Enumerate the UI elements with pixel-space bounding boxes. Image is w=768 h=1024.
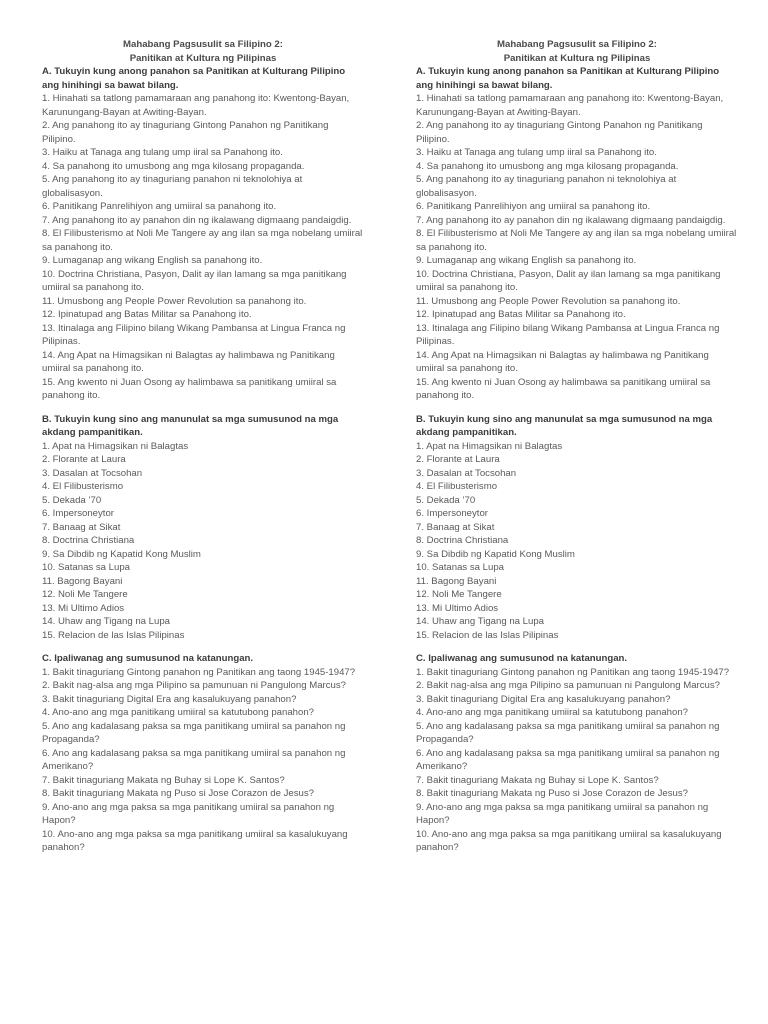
question-item: 11. Bagong Bayani — [42, 575, 123, 587]
question-item: 2. Florante at Laura — [42, 454, 126, 465]
question-item: 5. Ano ang kadalasang paksa sa mga panitikang umiiral sa panahon ng Propaganda? — [42, 720, 346, 745]
question-item: 13. Itinalaga ang Filipino bilang Wikang Pambansa at Lingua Franca ng Pilipinas. — [416, 322, 720, 347]
question-item: 10. Doctrina Christiana, Pasyon, Dalit ay ilan lamang sa mga panitikang umiiral sa panahong ito. — [416, 268, 721, 293]
question-item: 11. Umusbong ang People Power Revolution sa panahong ito. — [416, 295, 681, 307]
question-item: 13. Mi Ultimo Adios — [42, 602, 125, 614]
question-item: 8. El Filibusterismo at Noli Me Tangere ay ang ilan sa mga nobelang umiiral sa panahong ito. — [416, 228, 737, 253]
question-item: 10. Doctrina Christiana, Pasyon, Dalit ay ilan lamang sa mga panitikang umiiral sa panahong ito. — [42, 268, 347, 293]
question-item: 4. Sa panahong ito umusbong ang mga kilosang propaganda. — [416, 160, 679, 172]
question-item: 2. Ang panahong ito ay tinaguriang Gintong Panahon ng Panitikang Pilipino. — [416, 120, 703, 145]
question-item: 1. Hinahati sa tatlong pamamaraan ang panahong ito: Kwentong-Bayan, Karunungang-Bayan at Awiting-Bayan. — [416, 93, 724, 118]
question-item: 9. Sa Dibdib ng Kapatid Kong Muslim — [416, 548, 575, 560]
question-item: 6. Panitikang Panrelihiyon ang umiiral sa panahong ito. — [416, 201, 651, 212]
question-item: 5. Dekada ’70 — [416, 494, 476, 506]
question-item: 7. Bakit tinaguriang Makata ng Buhay si Lope K. Santos? — [416, 774, 659, 786]
exam-sheet — [42, 38, 738, 865]
question-item: 4. El Filibusterismo — [416, 481, 498, 492]
question-item: 10. Ano-ano ang mga paksa sa mga panitikang umiiral sa kasalukuyang panahon? — [416, 828, 722, 853]
question-item: 9. Ano-ano ang mga paksa sa mga panitikang umiiral sa panahon ng Hapon? — [416, 801, 709, 826]
exam-copy-left — [42, 38, 364, 865]
section-heading: C. Ipaliwanag ang sumusunod na katanungan. — [42, 653, 254, 664]
question-item: 11. Umusbong ang People Power Revolution sa panahong ito. — [42, 295, 307, 307]
question-item: 10. Satanas sa Lupa — [416, 562, 505, 573]
question-item: 8. Doctrina Christiana — [42, 535, 135, 546]
question-item: 2. Ang panahong ito ay tinaguriang Gintong Panahon ng Panitikang Pilipino. — [42, 120, 329, 145]
question-item: 6. Panitikang Panrelihiyon ang umiiral sa panahong ito. — [42, 201, 277, 212]
question-item: 3. Haiku at Tanaga ang tulang ump iiral sa Panahong ito. — [42, 147, 283, 158]
question-item: 5. Ang panahong ito ay tinaguriang panahon ni teknolohiya at globalisasyon. — [42, 174, 303, 199]
question-item: 7. Banaag at Sikat — [42, 521, 121, 533]
exam-copy-right — [416, 38, 738, 865]
question-item: 15. Ang kwento ni Juan Osong ay halimbawa sa panitikang umiiral sa panahong ito. — [42, 376, 337, 401]
question-item: 6. Ano ang kadalasang paksa sa mga panitikang umiiral sa panahon ng Amerikano? — [416, 747, 720, 772]
section-heading: C. Ipaliwanag ang sumusunod na katanungan. — [416, 653, 628, 664]
exam-title: Mahabang Pagsusulit sa Filipino 2: — [497, 39, 657, 50]
question-item: 9. Lumaganap ang wikang English sa panahong ito. — [42, 255, 263, 266]
question-item: 8. Doctrina Christiana — [416, 535, 509, 546]
question-item: 2. Florante at Laura — [416, 454, 500, 465]
section-b — [416, 413, 738, 643]
question-item: 3. Dasalan at Tocsohan — [416, 467, 517, 479]
question-item: 5. Dekada ’70 — [42, 494, 102, 506]
question-item: 5. Ang panahong ito ay tinaguriang panahon ni teknolohiya at globalisasyon. — [416, 174, 677, 199]
question-item: 14. Uhaw ang Tigang na Lupa — [42, 616, 171, 627]
question-item: 6. Impersoneytor — [416, 508, 488, 519]
section-heading: A. Tukuyin kung anong panahon sa Panitikan at Kulturang Pilipino ang hinihingi sa bawat bilang. — [42, 66, 346, 91]
question-item: 12. Noli Me Tangere — [42, 589, 128, 600]
question-item: 5. Ano ang kadalasang paksa sa mga panitikang umiiral sa panahon ng Propaganda? — [416, 720, 720, 745]
question-item: 13. Itinalaga ang Filipino bilang Wikang Pambansa at Lingua Franca ng Pilipinas. — [42, 322, 346, 347]
question-item: 10. Satanas sa Lupa — [42, 562, 131, 573]
section-heading: A. Tukuyin kung anong panahon sa Panitikan at Kulturang Pilipino ang hinihingi sa bawat bilang. — [416, 66, 720, 91]
section-c — [416, 652, 738, 855]
question-item: 9. Lumaganap ang wikang English sa panahong ito. — [416, 255, 637, 266]
question-item: 8. El Filibusterismo at Noli Me Tangere ay ang ilan sa mga nobelang umiiral sa panahong ito. — [42, 228, 363, 253]
question-item: 7. Ang panahong ito ay panahon din ng ikalawang digmaang pandaigdig. — [42, 214, 352, 226]
section-a — [42, 65, 364, 403]
question-item: 3. Haiku at Tanaga ang tulang ump iiral sa Panahong ito. — [416, 147, 657, 158]
question-item: 12. Ipinatupad ang Batas Militar sa Panahong ito. — [416, 309, 626, 320]
question-item: 2. Bakit nag-alsa ang mga Pilipino sa pamunuan ni Pangulong Marcus? — [416, 680, 720, 691]
question-item: 6. Impersoneytor — [42, 508, 114, 519]
exam-subtitle: Panitikan at Kultura ng Pilipinas — [129, 52, 277, 64]
question-item: 1. Bakit tinaguriang Gintong panahon ng Panitikan ang taong 1945-1947? — [416, 666, 730, 678]
section-a — [416, 65, 738, 403]
question-item: 12. Noli Me Tangere — [416, 589, 502, 600]
question-item: 1. Apat na Himagsikan ni Balagtas — [42, 440, 189, 452]
question-item: 7. Ang panahong ito ay panahon din ng ikalawang digmaang pandaigdig. — [416, 214, 726, 226]
question-item: 14. Uhaw ang Tigang na Lupa — [416, 616, 545, 627]
question-item: 15. Relacion de las Islas Pilipinas — [42, 629, 185, 641]
question-item: 15. Ang kwento ni Juan Osong ay halimbawa sa panitikang umiiral sa panahong ito. — [416, 376, 711, 401]
question-item: 13. Mi Ultimo Adios — [416, 602, 499, 614]
question-item: 7. Bakit tinaguriang Makata ng Buhay si Lope K. Santos? — [42, 774, 285, 786]
question-item: 4. Sa panahong ito umusbong ang mga kilosang propaganda. — [42, 160, 305, 172]
question-item: 12. Ipinatupad ang Batas Militar sa Panahong ito. — [42, 309, 252, 320]
question-item: 14. Ang Apat na Himagsikan ni Balagtas ay halimbawa ng Panitikang umiiral sa panahong ito. — [416, 349, 709, 374]
section-b — [42, 413, 364, 643]
section-c — [42, 652, 364, 855]
question-item: 3. Bakit tinaguriang Digital Era ang kasalukuyang panahon? — [416, 693, 671, 705]
exam-title: Mahabang Pagsusulit sa Filipino 2: — [123, 39, 283, 50]
question-item: 14. Ang Apat na Himagsikan ni Balagtas ay halimbawa ng Panitikang umiiral sa panahong ito. — [42, 349, 335, 374]
question-item: 1. Bakit tinaguriang Gintong panahon ng Panitikan ang taong 1945-1947? — [42, 666, 356, 678]
exam-subtitle: Panitikan at Kultura ng Pilipinas — [503, 52, 651, 64]
question-item: 9. Ano-ano ang mga paksa sa mga panitikang umiiral sa panahon ng Hapon? — [42, 801, 335, 826]
question-item: 4. Ano-ano ang mga panitikang umiiral sa katutubong panahon? — [416, 707, 689, 718]
question-item: 8. Bakit tinaguriang Makata ng Puso si Jose Corazon de Jesus? — [42, 788, 314, 799]
question-item: 4. Ano-ano ang mga panitikang umiiral sa katutubong panahon? — [42, 707, 315, 718]
question-item: 1. Hinahati sa tatlong pamamaraan ang panahong ito: Kwentong-Bayan, Karunungang-Bayan at Awiting-Bayan. — [42, 93, 350, 118]
question-item: 1. Apat na Himagsikan ni Balagtas — [416, 440, 563, 452]
question-item: 2. Bakit nag-alsa ang mga Pilipino sa pamunuan ni Pangulong Marcus? — [42, 680, 346, 691]
question-item: 11. Bagong Bayani — [416, 575, 497, 587]
question-item: 10. Ano-ano ang mga paksa sa mga panitikang umiiral sa kasalukuyang panahon? — [42, 828, 348, 853]
question-item: 3. Bakit tinaguriang Digital Era ang kasalukuyang panahon? — [42, 693, 297, 705]
section-heading: B. Tukuyin kung sino ang manunulat sa mga sumusunod na mga akdang pampanitikan. — [416, 413, 713, 438]
question-item: 6. Ano ang kadalasang paksa sa mga panitikang umiiral sa panahon ng Amerikano? — [42, 747, 346, 772]
question-item: 9. Sa Dibdib ng Kapatid Kong Muslim — [42, 548, 201, 560]
question-item: 3. Dasalan at Tocsohan — [42, 467, 143, 479]
question-item: 15. Relacion de las Islas Pilipinas — [416, 629, 559, 641]
question-item: 8. Bakit tinaguriang Makata ng Puso si Jose Corazon de Jesus? — [416, 788, 688, 799]
section-heading: B. Tukuyin kung sino ang manunulat sa mga sumusunod na mga akdang pampanitikan. — [42, 413, 339, 438]
question-item: 4. El Filibusterismo — [42, 481, 124, 492]
question-item: 7. Banaag at Sikat — [416, 521, 495, 533]
